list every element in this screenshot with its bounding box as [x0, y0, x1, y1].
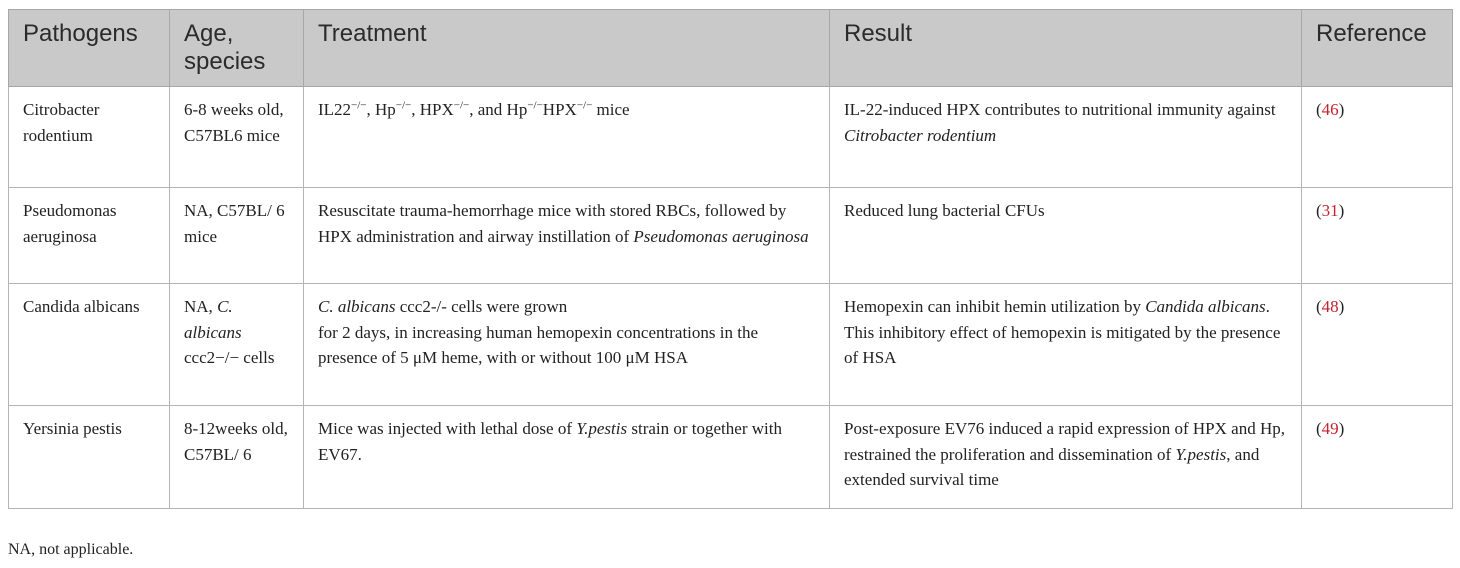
- cell-treatment: C. albicans ccc2-/- cells were grown for 2 days, in increasing human hemopexin concentrations in the presence of 5 μM heme, with or without 100 μM HSA: [304, 284, 830, 406]
- reference-link[interactable]: 31: [1321, 201, 1339, 220]
- header-treatment: Treatment: [304, 10, 830, 87]
- header-result: Result: [830, 10, 1302, 87]
- cell-pathogen: Pseudomonas aeruginosa: [9, 188, 170, 284]
- cell-age-species: NA, C57BL/ 6 mice: [170, 188, 304, 284]
- header-row: [9, 10, 1453, 87]
- cell-result: Hemopexin can inhibit hemin utilization by Candida albicans. This inhibitory effect of hemopexin is mitigated by the presence of HSA: [830, 284, 1302, 406]
- cell-pathogen: Yersinia pestis: [9, 406, 170, 509]
- cell-treatment: Mice was injected with lethal dose of Y.pestis strain or together with EV67.: [304, 406, 830, 509]
- data-table: [8, 9, 1453, 509]
- cell-reference: (46): [1302, 87, 1453, 188]
- cell-pathogen: Candida albicans: [9, 284, 170, 406]
- header-pathogens: Pathogens: [9, 10, 170, 87]
- header-age-species: Age, species: [170, 10, 304, 87]
- cell-treatment: Resuscitate trauma-hemorrhage mice with stored RBCs, followed by HPX administration and airway instillation of Pseudomonas aeruginosa: [304, 188, 830, 284]
- cell-result: Post-exposure EV76 induced a rapid expression of HPX and Hp, restrained the proliferation and dissemination of Y.pestis, and extended survival time: [830, 406, 1302, 509]
- cell-reference: (31): [1302, 188, 1453, 284]
- cell-result: IL-22-induced HPX contributes to nutritional immunity against Citrobacter rodentium: [830, 87, 1302, 188]
- cell-reference: (49): [1302, 406, 1453, 509]
- table-row: [9, 406, 1453, 509]
- table-row: [9, 87, 1453, 188]
- cell-treatment: IL22−/−, Hp−/−, HPX−/−, and Hp−/−HPX−/− mice: [304, 87, 830, 188]
- reference-link[interactable]: 46: [1321, 100, 1339, 119]
- reference-link[interactable]: 48: [1321, 297, 1339, 316]
- cell-reference: (48): [1302, 284, 1453, 406]
- cell-pathogen: Citrobacter rodentium: [9, 87, 170, 188]
- header-reference: Reference: [1302, 10, 1453, 87]
- table-row: [9, 284, 1453, 406]
- table-footnote: NA, not applicable.: [8, 541, 134, 558]
- reference-link[interactable]: 49: [1321, 419, 1339, 438]
- cell-age-species: 6-8 weeks old, C57BL6 mice: [170, 87, 304, 188]
- cell-result: Reduced lung bacterial CFUs: [830, 188, 1302, 284]
- cell-age-species: 8-12weeks old, C57BL/ 6: [170, 406, 304, 509]
- cell-age-species: NA, C. albicans ccc2−/− cells: [170, 284, 304, 406]
- table-row: [9, 188, 1453, 284]
